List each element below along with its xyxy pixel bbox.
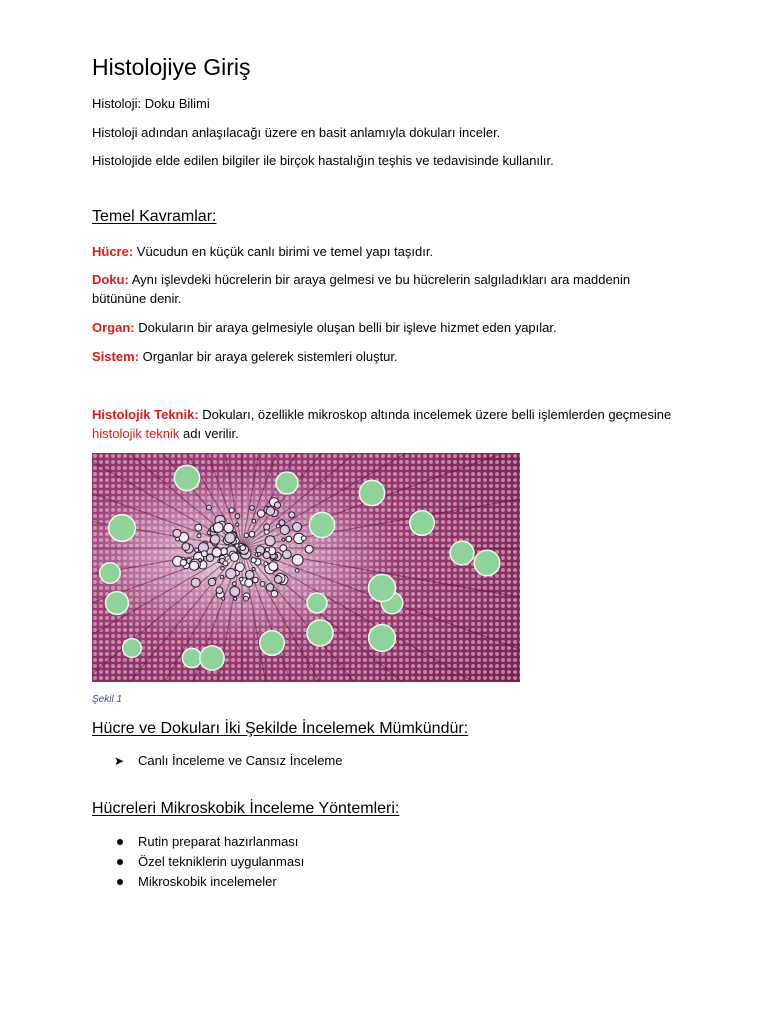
cell-mark — [251, 558, 256, 563]
section2-list — [114, 751, 342, 771]
concept-sistem — [92, 347, 682, 366]
cell-mark — [243, 596, 248, 601]
cell-mark — [224, 523, 233, 532]
list-item-text: Mikroskobik incelemeler — [138, 874, 277, 889]
list-item — [114, 751, 342, 771]
concepts-heading: Temel Kavramlar: — [92, 208, 217, 225]
cell-mark — [180, 559, 187, 566]
cell-mark — [245, 579, 253, 587]
page-title: Histolojiye Giriş — [92, 54, 251, 80]
technique-text-after: adı verilir. — [179, 426, 239, 441]
vascular-bundle — [474, 550, 500, 576]
vascular-bundle — [109, 515, 136, 542]
cell-mark — [207, 505, 212, 510]
cell-mark — [301, 536, 306, 541]
concept-text: Aynı işlevdeki hücrelerin bir araya gelmesi ve bu hücrelerin salgıladıkları ara maddenin bütününe denir. — [92, 272, 631, 306]
vascular-bundle — [369, 625, 396, 652]
cell-mark — [239, 577, 243, 581]
cell-mark — [292, 554, 303, 565]
vascular-bundle — [309, 512, 334, 537]
figure-caption: Şekil 1 — [92, 694, 123, 705]
cell-mark — [257, 510, 264, 517]
cell-mark — [305, 545, 313, 553]
vascular-bundle — [450, 541, 474, 565]
vascular-bundle — [174, 465, 199, 490]
cell-mark — [249, 531, 255, 537]
concept-term: Hücre: — [92, 244, 134, 259]
cell-mark — [210, 535, 219, 544]
section3-heading: Hücreleri Mikroskobik İnceleme Yöntemleri: — [92, 800, 400, 817]
cell-mark — [189, 561, 198, 570]
vascular-bundle — [100, 563, 120, 583]
cell-mark — [252, 519, 256, 523]
concept-doku — [92, 270, 682, 308]
cell-mark — [226, 569, 236, 579]
concept-term: Sistem: — [92, 349, 139, 364]
cell-mark — [263, 552, 270, 559]
vascular-bundle — [307, 620, 333, 646]
cell-mark — [223, 561, 228, 566]
vascular-bundle — [276, 472, 298, 494]
cell-mark — [257, 552, 261, 556]
cell-mark — [265, 536, 275, 546]
cell-mark — [212, 548, 221, 557]
list-item-text: Rutin preparat hazırlanması — [138, 834, 299, 849]
cell-mark — [271, 590, 278, 597]
cell-mark — [244, 533, 248, 537]
vascular-bundle — [182, 648, 201, 667]
vascular-bundle — [260, 631, 285, 656]
concept-organ — [92, 318, 682, 337]
cell-mark — [207, 531, 211, 535]
list-item — [114, 852, 304, 872]
list-item — [114, 832, 304, 852]
vascular-bundle — [307, 593, 327, 613]
cell-mark — [279, 520, 285, 526]
vascular-bundle — [410, 511, 435, 536]
vascular-bundle — [200, 646, 224, 670]
concept-hucre — [92, 242, 682, 261]
concept-term: Organ: — [92, 320, 135, 335]
cell-mark — [182, 543, 190, 551]
concept-text: Vücudun en küçük canlı birimi ve temel yapı taşıdır. — [133, 244, 434, 259]
cell-mark — [253, 577, 259, 583]
cell-mark — [213, 523, 223, 533]
intro-line-1: Histoloji: Doku Bilimi — [92, 96, 210, 111]
cell-mark — [208, 578, 215, 585]
cell-mark — [225, 533, 235, 543]
cell-mark — [176, 537, 180, 541]
cell-mark — [252, 567, 255, 570]
bullet-icon — [117, 859, 123, 865]
vascular-bundle — [359, 480, 384, 505]
arrow-bullet-icon: ➤ — [114, 754, 125, 768]
bullet-icon — [117, 879, 123, 885]
cell-mark — [289, 512, 295, 518]
cell-mark — [245, 571, 253, 579]
cell-mark — [266, 584, 274, 592]
cell-mark — [191, 578, 200, 587]
micrograph-svg — [92, 453, 520, 682]
cell-mark — [260, 582, 265, 587]
list-item-text: Canlı İnceleme ve Cansız İnceleme — [138, 753, 343, 768]
cell-mark — [264, 562, 268, 566]
section2-heading: Hücre ve Dokuları İki Şekilde İncelemek Mümkündür: — [92, 720, 469, 737]
cell-mark — [295, 569, 299, 573]
list-item-text: Özel tekniklerin uygulanması — [138, 854, 305, 869]
cell-mark — [286, 536, 292, 542]
technique-highlight: histolojik teknik — [92, 426, 180, 441]
cell-mark — [229, 508, 234, 513]
cell-mark — [222, 597, 225, 600]
cell-mark — [283, 550, 292, 559]
cell-mark — [236, 523, 239, 526]
cell-mark — [220, 575, 224, 579]
cell-mark — [266, 507, 274, 515]
cell-mark — [197, 534, 201, 538]
cell-mark — [216, 587, 223, 594]
cell-mark — [264, 524, 270, 530]
cell-mark — [274, 576, 282, 584]
cell-mark — [269, 562, 278, 571]
cell-mark — [293, 522, 302, 531]
list-item — [114, 872, 304, 892]
cell-mark — [198, 559, 201, 562]
vascular-bundle — [368, 574, 395, 601]
cell-mark — [230, 586, 240, 596]
technique-paragraph — [92, 405, 682, 443]
cell-mark — [250, 506, 255, 511]
micrograph-image — [92, 453, 520, 682]
cell-mark — [221, 566, 225, 570]
cell-mark — [230, 553, 238, 561]
section3-list — [114, 832, 304, 892]
intro-line-3: Histolojide elde edilen bilgiler ile birçok hastalığın teşhis ve tedavisinde kullanılır. — [92, 153, 554, 168]
vascular-bundle — [106, 592, 129, 615]
cell-mark — [240, 545, 246, 551]
concept-text: Organlar bir araya gelerek sistemleri oluştur. — [138, 349, 398, 364]
cell-mark — [195, 524, 202, 531]
cell-mark — [195, 548, 199, 552]
technique-term: Histolojik Teknik: — [92, 407, 199, 422]
cell-mark — [235, 514, 240, 519]
vascular-bundle — [123, 639, 142, 658]
cell-mark — [173, 529, 181, 537]
technique-text-before: Dokuları, özellikle mikroskop altında incelemek üzere belli işlemlerden geçmesine — [198, 407, 672, 422]
concept-text: Dokuların bir araya gelmesiyle oluşan belli bir işleve hizmet eden yapılar. — [134, 320, 557, 335]
intro-line-2: Histoloji adından anlaşılacağı üzere en basit anlamıyla dokuları inceler. — [92, 125, 501, 140]
concept-term: Doku: — [92, 272, 129, 287]
cell-mark — [201, 551, 207, 557]
cell-mark — [265, 548, 269, 552]
cell-mark — [274, 502, 280, 508]
cell-mark — [232, 582, 236, 586]
cell-mark — [282, 538, 285, 541]
cell-mark — [234, 597, 237, 600]
bullet-icon — [117, 839, 123, 845]
cell-mark — [280, 525, 289, 534]
